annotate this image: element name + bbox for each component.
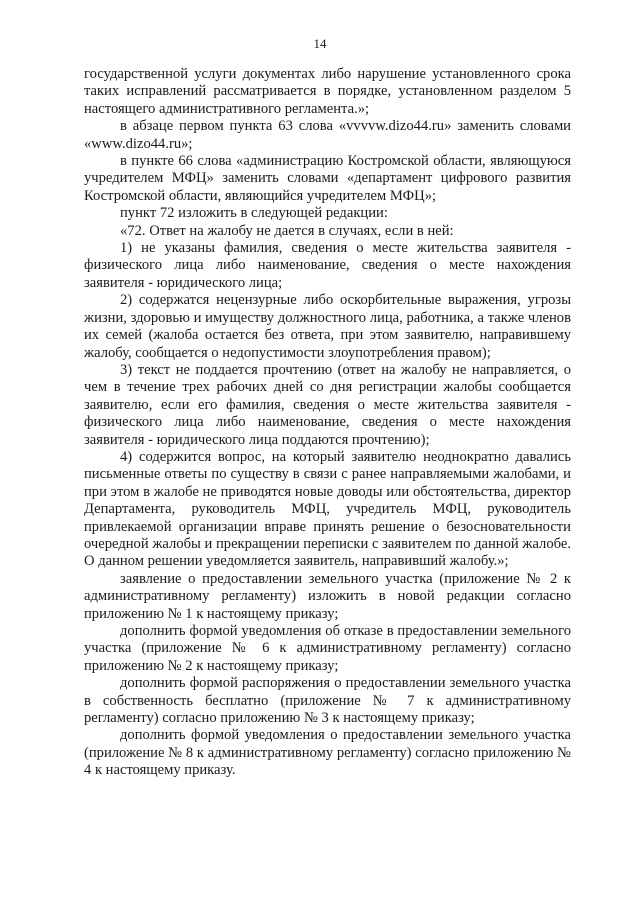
paragraph-appendix-8: дополнить формой уведомления о предоставлении земельного участка (приложение № 8 к административному регламенту) согласно приложению № 4 к настоящему приказу. <box>84 727 571 779</box>
paragraph-appendix-2: заявление о предоставлении земельного участка (приложение № 2 к административному регламенту) изложить в новой редакции согласно приложению № 1 к настоящему приказу; <box>84 570 571 622</box>
paragraph-item-72-text: «72. Ответ на жалобу не дается в случаях, если в ней: <box>120 222 454 239</box>
document-body <box>84 66 571 780</box>
paragraph-item-72-intro: пункт 72 изложить в следующей редакции: <box>120 205 388 222</box>
paragraph-continuation: государственной услуги документах либо нарушение установленного срока таких исправлений рассматривается в порядке, установленном разделом 5 настоящего административного регламента.»; <box>84 66 571 117</box>
paragraph-item-63: в абзаце первом пункта 63 слова «vvvvw.dizo44.ru» заменить словами «www.dizo44.ru»; <box>84 118 571 152</box>
paragraph-item-66: в пункте 66 слова «администрацию Костромской области, являющуюся учредителем МФЦ» заменить словами «департамент цифрового развития Костромской области, являющийся учредителем МФЦ»; <box>84 153 571 204</box>
paragraph-appendix-7: дополнить формой распоряжения о предоставлении земельного участка в собственность бесплатно (приложение № 7 к административному регламенту) согласно приложению № 3 к настоящему приказу; <box>84 675 571 727</box>
paragraph-subitem-4: 4) содержится вопрос, на который заявителю неоднократно давались письменные ответы по существу в связи с ранее направляемыми жалобами, и при этом в жалобе не приводятся новые доводы или обстоятельства, директор Департамента, руководитель МФЦ, учредитель МФЦ, руководитель привлекаемой организации вправе принять решение о безосновательности очередной жалобы и прекращении переписки с заявителем по данной жалобе. О данном решении уведомляется заявитель, направивший жалобу.»; <box>84 448 571 570</box>
paragraph-subitem-3: 3) текст не поддается прочтению (ответ на жалобу не направляется, о чем в течение трех рабочих дней со дня регистрации жалобы сообщается заявителю, если его фамилия, сведения о месте жительства заявителя - физического лица либо наименование, сведения о месте нахождения заявителя - юридического лица поддаются прочтению); <box>84 361 571 448</box>
paragraph-appendix-6: дополнить формой уведомления об отказе в предоставлении земельного участка (приложение № 6 к административному регламенту) согласно приложению № 2 к настоящему приказу; <box>84 623 571 674</box>
paragraph-subitem-2: 2) содержатся нецензурные либо оскорбительные выражения, угрозы жизни, здоровью и имуществу должностного лица, работника, а также членов их семей (жалоба остается без ответа, при этом заявителю, направившему жалобу, сообщается о недопустимости злоупотребления правом); <box>84 292 571 361</box>
paragraph-subitem-1: 1) не указаны фамилия, сведения о месте жительства заявителя - физического лица либо наименование, сведения о месте нахождения заявителя - юридического лица; <box>84 240 571 291</box>
page-number: 14 <box>313 36 327 51</box>
